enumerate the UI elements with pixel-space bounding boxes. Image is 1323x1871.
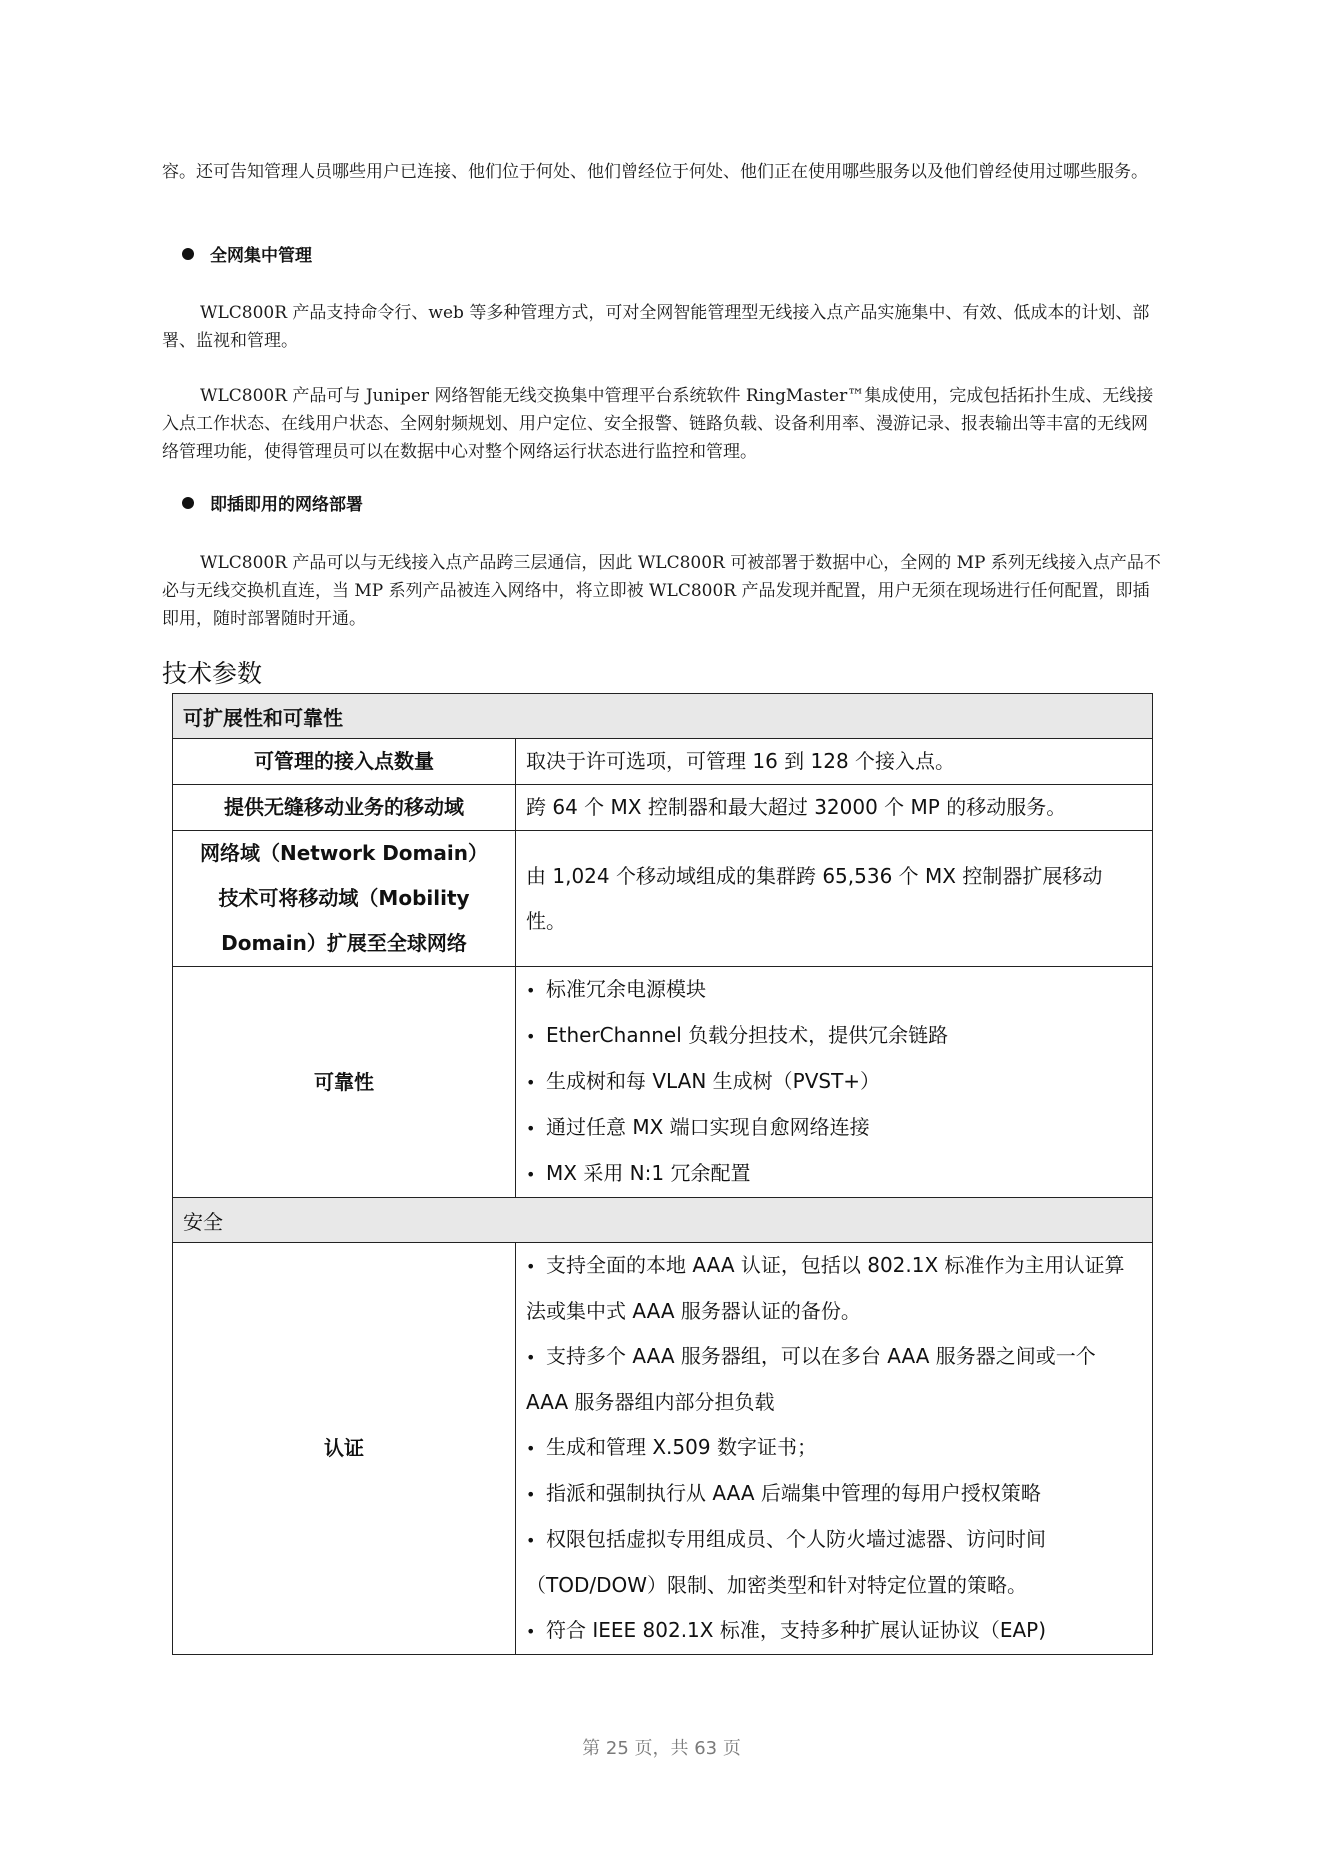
table-row	[173, 785, 1153, 831]
section-heading-central-management: 全网集中管理	[182, 242, 312, 270]
list-item: • 权限包括虚拟专用组成员、个人防火墙过滤器、访问时间（TOD/DOW）限制、加密类型和针对特定位置的策略。	[526, 1517, 1142, 1608]
tech-params-title: 技术参数	[162, 659, 263, 688]
bullet-icon	[182, 248, 194, 260]
list-item: • 支持多个 AAA 服务器组，可以在多台 AAA 服务器之间或一个 AAA 服务器组内部分担负载	[526, 1334, 1142, 1425]
list-item: • EtherChannel 负载分担技术，提供冗余链路	[526, 1013, 1142, 1059]
group-label-security: 安全	[173, 1198, 1153, 1243]
list-item: • 生成和管理 X.509 数字证书；	[526, 1425, 1142, 1471]
row-value	[516, 1243, 1153, 1655]
table-row	[173, 831, 1153, 967]
row-value: 取决于许可选项，可管理 16 到 128 个接入点。	[516, 739, 1153, 785]
row-label: 认证	[173, 1243, 516, 1655]
table-group-row	[173, 694, 1153, 739]
spec-table	[172, 693, 1153, 1655]
auth-list	[526, 1243, 1142, 1654]
row-label: 可管理的接入点数量	[173, 739, 516, 785]
list-item: • MX 采用 N:1 冗余配置	[526, 1151, 1142, 1197]
list-item: • 支持全面的本地 AAA 认证，包括以 802.1X 标准作为主用认证算法或集中式 AAA 服务器认证的备份。	[526, 1243, 1142, 1334]
list-item: • 生成树和每 VLAN 生成树（PVST+）	[526, 1059, 1142, 1105]
intro-continuation: 容。还可告知管理人员哪些用户已连接、他们位于何处、他们曾经位于何处、他们正在使用哪些服务以及他们曾经使用过哪些服务。	[162, 162, 1148, 182]
section-heading-plug-and-play: 即插即用的网络部署	[182, 491, 363, 519]
table-group-row	[173, 1198, 1153, 1243]
paragraph-central-management-2: WLC800R 产品可与 Juniper 网络智能无线交换集中管理平台系统软件 RingMaster™集成使用，完成包括拓扑生成、无线接入点工作状态、在线用户状态、全网射频规划、用户定位、安全报警、链路负载、设备利用率、漫游记录、报表输出等丰富的无线网络管理功能，使得管理员可以在数据中心对整个网络运行状态进行监控和管理。	[162, 386, 1154, 462]
row-label: 提供无缝移动业务的移动域	[173, 785, 516, 831]
row-label: 网络域（Network Domain）技术可将移动域（Mobility Domain）扩展至全球网络	[173, 831, 516, 967]
page-footer: 第 25 页，共 63 页	[582, 1738, 741, 1759]
table-row	[173, 739, 1153, 785]
reliability-list	[526, 967, 1142, 1197]
row-value: 跨 64 个 MX 控制器和最大超过 32000 个 MP 的移动服务。	[516, 785, 1153, 831]
row-label: 可靠性	[173, 967, 516, 1198]
table-row	[173, 967, 1153, 1198]
paragraph-plug-and-play: WLC800R 产品可以与无线接入点产品跨三层通信，因此 WLC800R 可被部署于数据中心，全网的 MP 系列无线接入点产品不必与无线交换机直连，当 MP 系列产品被连入网络中，将立即被 WLC800R 产品发现并配置，用户无须在现场进行任何配置，即插即用，随时部署随时开通。	[162, 553, 1161, 629]
bullet-icon	[182, 497, 194, 509]
table-row	[173, 1243, 1153, 1655]
list-item: • 标准冗余电源模块	[526, 967, 1142, 1013]
list-item: • 符合 IEEE 802.1X 标准，支持多种扩展认证协议（EAP)	[526, 1608, 1142, 1654]
list-item: • 通过任意 MX 端口实现自愈网络连接	[526, 1105, 1142, 1151]
row-value	[516, 967, 1153, 1198]
list-item: • 指派和强制执行从 AAA 后端集中管理的每用户授权策略	[526, 1471, 1142, 1517]
group-label-scalability: 可扩展性和可靠性	[173, 694, 1153, 739]
row-value: 由 1,024 个移动域组成的集群跨 65,536 个 MX 控制器扩展移动性。	[516, 831, 1153, 967]
paragraph-central-management-1: WLC800R 产品支持命令行、web 等多种管理方式，可对全网智能管理型无线接入点产品实施集中、有效、低成本的计划、部署、监视和管理。	[162, 303, 1150, 351]
